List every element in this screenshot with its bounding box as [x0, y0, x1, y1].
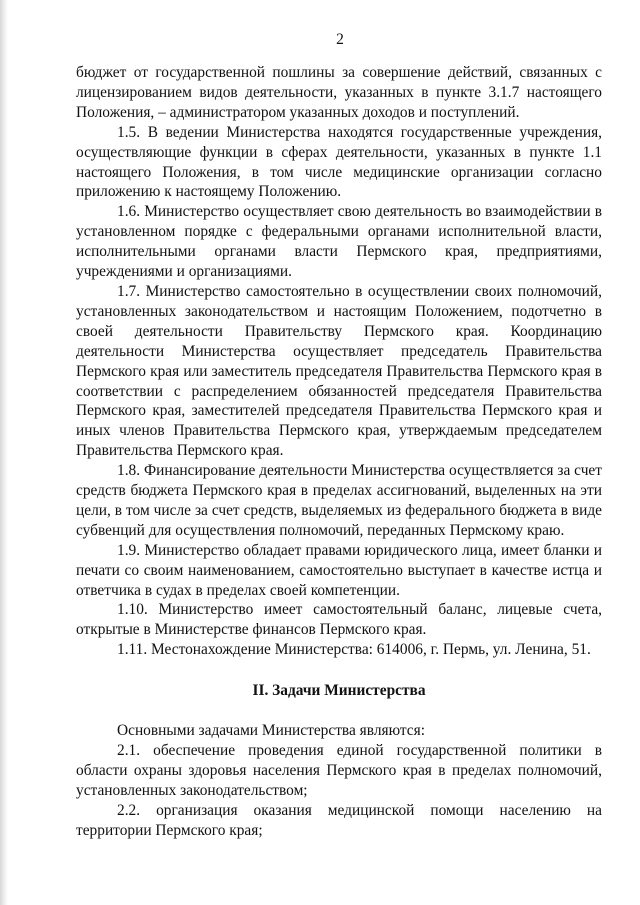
- paragraph-1-11: 1.11. Местонахождение Министерства: 614006, г. Пермь, ул. Ленина, 51.: [117, 641, 591, 659]
- paragraph-1-5: 1.5. В ведении Министерства находятся государственные учреждения, осуществляющие функции в сферах деятельности, указанных в пункте 1.1 настоящего Положения, в том числе медицинские организации согласно приложению к настоящему Положению.: [76, 123, 602, 201]
- paragraph-tasks-intro: Основными задачами Министерства являются:: [117, 722, 425, 740]
- paragraph-budget-continuation: бюджет от государственной пошлины за совершение действий, связанных с лицензированием видов деятельности, указанных в пункте 3.1.7 настоящего Положения, – администратором указанных доходов и поступлений.: [76, 64, 602, 121]
- scan-edge-shadow: [0, 0, 8, 905]
- document-body: [76, 63, 602, 841]
- paragraph-1-9: 1.9. Министерство обладает правами юридического лица, имеет бланки и печати со своим наименованием, самостоятельно выступает в качестве истца и ответчика в судах в пределах своей компетенции.: [76, 541, 602, 599]
- section-heading: II. Задачи Министерства: [252, 682, 426, 700]
- paragraph-1-8: 1.8. Финансирование деятельности Министерства осуществляется за счет средств бюджета Пермского края в пределах ассигнований, выделенных на эти цели, в том числе за счет средств, выделяемых из федерального бюджета в виде субвенций для осуществления полномочий, переданных Пермскому краю.: [76, 462, 602, 539]
- page-number: 2: [336, 31, 344, 48]
- paragraph-2-2: 2.2. организация оказания медицинской помощи населению на территории Пермского края;: [76, 801, 602, 839]
- paragraph-2-1: 2.1. обеспечение проведения единой государственной политики в области охраны здоровья населения Пермского края в пределах полномочий, установленных законодательством;: [76, 742, 602, 799]
- paragraph-1-7: 1.7. Министерство самостоятельно в осуществлении своих полномочий, установленных законодательством и настоящим Положением, подотчетно в своей деятельности Правительству Пермского края. Координацию деятельности Министерства осуществляет председатель Правительства Пермского края или заместитель председателя Правительства Пермского края в соответствии с распределением обязанностей председателя Правительства Пермского края, заместителей председателя Правительства Пермского края и иных членов Правительства Пермского края, утверждаемым председателем Правительства Пермского края.: [76, 282, 602, 460]
- paragraph-1-10: 1.10. Министерство имеет самостоятельный баланс, лицевые счета, открытые в Министерстве финансов Пермского края.: [76, 601, 602, 639]
- paragraph-1-6: 1.6. Министерство осуществляет свою деятельность во взаимодействии в установленном порядке с федеральными органами исполнительной власти, исполнительными органами власти Пермского края, предприятиями, учреждениями и организациями.: [76, 203, 602, 281]
